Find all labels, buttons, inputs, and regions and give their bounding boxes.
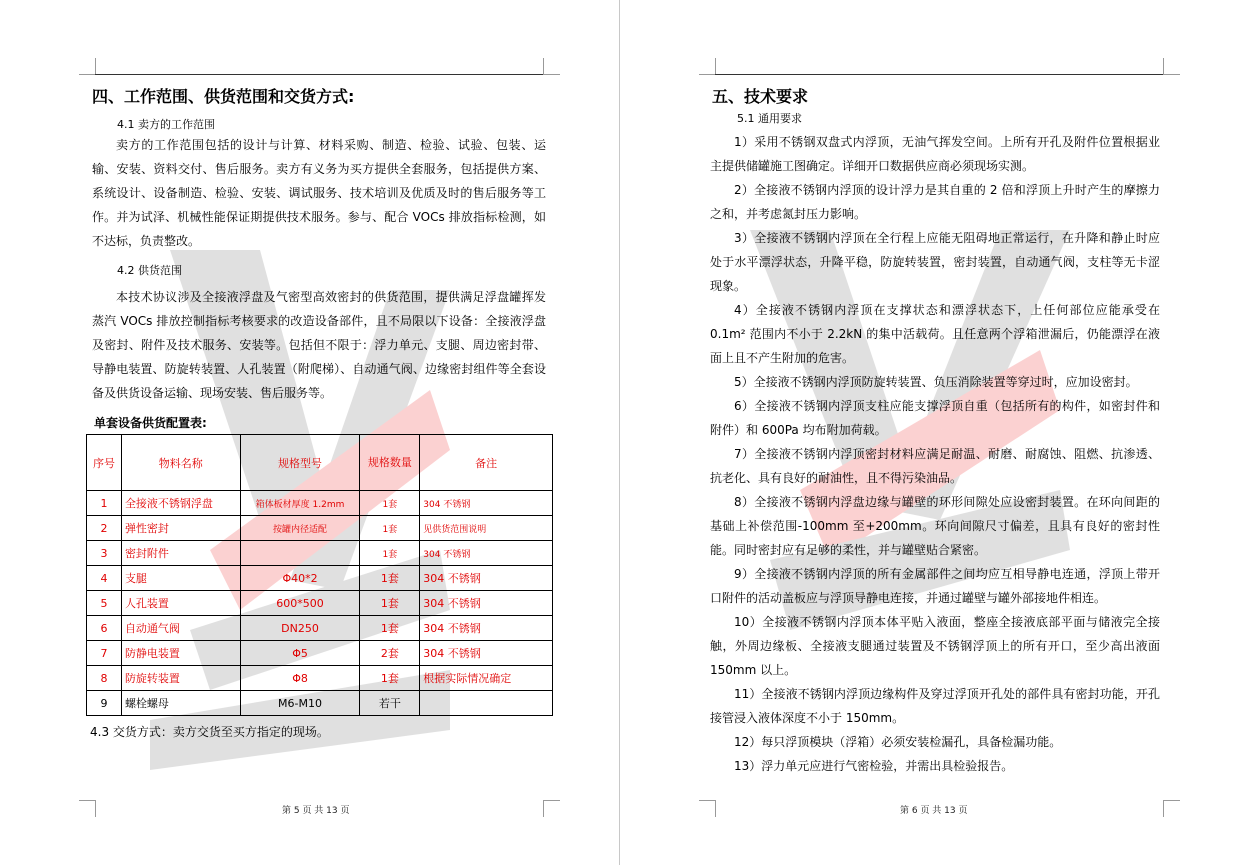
list-item: 4）全接液不锈钢内浮顶在支撑状态和漂浮状态下，上任何部位应能承受在 0.1m² 范围内不小于 2.2kN 的集中活载荷。且任意两个浮箱泄漏后，仍能漂浮在液面上且不产生附加的危害。: [710, 303, 1160, 365]
cell-note: 见供货范围说明: [420, 516, 553, 541]
list-item: 5）全接液不锈钢内浮顶防旋转装置、负压消除装置等穿过时，应加设密封。: [734, 375, 1138, 389]
cell-spec: Φ8: [240, 666, 360, 691]
header-rule: [95, 74, 543, 75]
cell-no: 1: [87, 491, 122, 516]
cell-spec: DN250: [240, 616, 360, 641]
list-item: 8）全接液不锈钢内浮盘边缘与罐壁的环形间隙处应设密封装置。在环向间距的基础上补偿范围-100mm 至+200mm。环向间隙尺寸偏差，且具有良好的密封性能。同时密封应有足够的柔性，并与罐壁贴合紧密。: [710, 495, 1160, 557]
cell-spec: 按罐内径适配: [240, 516, 360, 541]
column-header: 备注: [420, 435, 553, 491]
requirements-list: [710, 130, 1160, 778]
cell-spec: Φ40*2: [240, 566, 360, 591]
list-item: 6）全接液不锈钢内浮顶支柱应能支撑浮顶自重（包括所有的构件，如密封件和附件）和 600Pa 均布附加荷载。: [710, 399, 1160, 437]
cell-spec: 箱体板材厚度 1.2mm: [240, 491, 360, 516]
cell-no: 6: [87, 616, 122, 641]
cell-qty: 1套: [360, 541, 420, 566]
cell-note: [420, 691, 553, 716]
cell-name: 自动通气阀: [121, 616, 240, 641]
table-row: [87, 491, 553, 516]
cell-no: 7: [87, 641, 122, 666]
crop-mark: [1163, 800, 1180, 817]
cell-note: 304 不锈钢: [420, 641, 553, 666]
page-footer: 第 6 页 共 13 页: [900, 806, 968, 816]
cell-qty: 1套: [360, 591, 420, 616]
crop-mark: [79, 800, 96, 817]
cell-name: 防静电装置: [121, 641, 240, 666]
cell-name: 弹性密封: [121, 516, 240, 541]
cell-no: 5: [87, 591, 122, 616]
list-item: 9）全接液不锈钢内浮顶的所有金属部件之间均应互相导静电连通，浮顶上带开口附件的活动盖板应与浮顶导静电连接，并通过罐壁与罐外部接地件相连。: [710, 567, 1160, 605]
cell-no: 8: [87, 666, 122, 691]
page-footer: 第 5 页 共 13 页: [282, 806, 350, 816]
cell-name: 支腿: [121, 566, 240, 591]
cell-qty: 2套: [360, 641, 420, 666]
list-item: 11）全接液不锈钢内浮顶边缘构件及穿过浮顶开孔处的部件具有密封功能，开孔接管浸入液体深度不小于 150mm。: [710, 687, 1160, 725]
list-item: 2）全接液不锈钢内浮顶的设计浮力是其自重的 2 倍和浮顶上升时产生的摩擦力之和，并考虑氮封压力影响。: [710, 183, 1160, 221]
table-label: 单套设备供货配置表:: [94, 416, 207, 430]
cell-name: 密封附件: [121, 541, 240, 566]
cell-qty: 1套: [360, 566, 420, 591]
crop-mark: [699, 58, 716, 75]
table-row: [87, 616, 553, 641]
supply-config-table: [86, 434, 553, 716]
cell-qty: 若干: [360, 691, 420, 716]
header-rule: [715, 74, 1163, 75]
subsection-title: 5.1 通用要求: [737, 112, 802, 125]
cell-name: 防旋转装置: [121, 666, 240, 691]
table-row: [87, 516, 553, 541]
column-header: 规格数量: [360, 435, 420, 491]
table-header-row: [87, 435, 553, 491]
cell-spec: [240, 541, 360, 566]
column-header: 规格型号: [240, 435, 360, 491]
cell-note: 304 不锈钢: [420, 591, 553, 616]
cell-name: 螺栓螺母: [121, 691, 240, 716]
cell-qty: 1套: [360, 666, 420, 691]
cell-note: 304 不锈钢: [420, 616, 553, 641]
section-heading: 五、技术要求: [712, 87, 809, 106]
crop-mark: [1163, 58, 1180, 75]
cell-qty: 1套: [360, 491, 420, 516]
cell-name: 人孔装置: [121, 591, 240, 616]
cell-spec: M6-M10: [240, 691, 360, 716]
crop-mark: [79, 58, 96, 75]
cell-no: 2: [87, 516, 122, 541]
cell-no: 9: [87, 691, 122, 716]
delivery-method: 4.3 交货方式：卖方交货至买方指定的现场。: [90, 725, 329, 739]
cell-no: 3: [87, 541, 122, 566]
cell-qty: 1套: [360, 516, 420, 541]
table-row: [87, 691, 553, 716]
list-item: 10）全接液不锈钢内浮顶本体平贴入液面，整座全接液底部平面与储液完全接触，外周边缘板、全接液支腿通过装置及不锈钢浮顶上的所有开口，至少高出液面 150mm 以上。: [710, 615, 1160, 677]
table-row: [87, 666, 553, 691]
column-header: 物料名称: [121, 435, 240, 491]
crop-mark: [699, 800, 716, 817]
cell-note: 304 不锈钢: [420, 491, 553, 516]
crop-mark: [543, 58, 560, 75]
paragraph: 卖方的工作范围包括的设计与计算、材料采购、制造、检验、试验、包装、运输、安装、资料交付、售后服务。卖方有义务为买方提供全套服务，包括提供方案、系统设计、设备制造、检验、安装、调试服务、技术培训及优质及时的售后服务等工作。并为试泽、机械性能保证期提供技术服务。参与、配合 VOCs 排放指标检测，如不达标，负责整改。: [92, 138, 546, 248]
list-item: 1）采用不锈钢双盘式内浮顶，无油气挥发空间。上所有开孔及附件位置根据业主提供储罐施工图确定。详细开口数据供应商必须现场实测。: [710, 135, 1160, 173]
cell-spec: Φ5: [240, 641, 360, 666]
section-heading: 四、工作范围、供货范围和交货方式:: [92, 87, 355, 106]
cell-note: 根据实际情况确定: [420, 666, 553, 691]
cell-note: 304 不锈钢: [420, 566, 553, 591]
column-header: 序号: [87, 435, 122, 491]
left-page: [0, 0, 619, 865]
cell-spec: 600*500: [240, 591, 360, 616]
cell-qty: 1套: [360, 616, 420, 641]
table-row: [87, 591, 553, 616]
table-row: [87, 566, 553, 591]
subsection-title: 4.2 供货范围: [117, 264, 182, 277]
cell-name: 全接液不锈钢浮盘: [121, 491, 240, 516]
cell-note: 304 不锈钢: [420, 541, 553, 566]
list-item: 13）浮力单元应进行气密检验，并需出具检验报告。: [734, 759, 1014, 773]
list-item: 3）全接液不锈钢内浮顶在全行程上应能无阻碍地正常运行，在升降和静止时应处于水平漂浮状态，升降平稳，防旋转装置，密封装置，自动通气阀，支柱等无卡涩现象。: [710, 231, 1160, 293]
table-row: [87, 641, 553, 666]
crop-mark: [543, 800, 560, 817]
table-row: [87, 541, 553, 566]
list-item: 12）每只浮顶模块（浮箱）必须安装检漏孔，具备检漏功能。: [734, 735, 1062, 749]
paragraph: 本技术协议涉及全接液浮盘及气密型高效密封的供货范围，提供满足浮盘罐挥发蒸汽 VOCs 排放控制指标考核要求的改造设备部件，且不局限以下设备：全接液浮盘及密封、附件及技术服务、安装等。包括但不限于：浮力单元、支腿、周边密封带、导静电装置、防旋转装置、人孔装置（附爬梯）、自动通气阀、边缘密封组件等全套设备及供货设备运输、现场安装、售后服务等。: [92, 290, 546, 400]
subsection-title: 4.1 卖方的工作范围: [117, 118, 215, 131]
cell-no: 4: [87, 566, 122, 591]
list-item: 7）全接液不锈钢内浮顶密封材料应满足耐温、耐磨、耐腐蚀、阻燃、抗渗透、抗老化、具有良好的耐油性，且不得污染油品。: [710, 447, 1160, 485]
